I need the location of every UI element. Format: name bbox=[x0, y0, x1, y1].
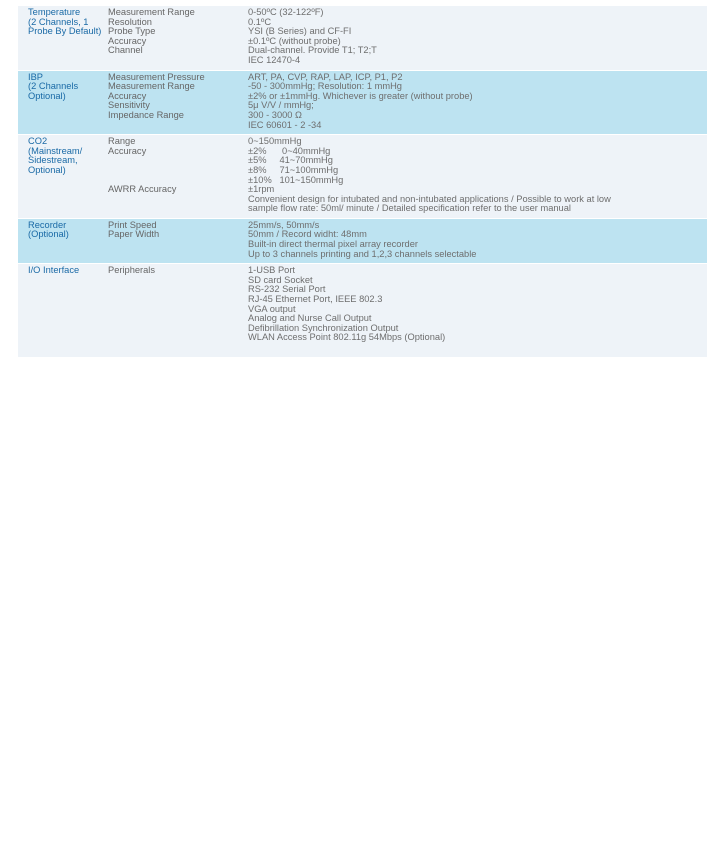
spec-rows bbox=[106, 135, 707, 218]
param-value: 1-USB Port bbox=[248, 265, 296, 276]
param-value: Convenient design for intubated and non-intubated applications / Possible to work at low bbox=[248, 193, 611, 204]
spec-row bbox=[106, 230, 707, 259]
spec-rows bbox=[106, 6, 707, 70]
spec-row bbox=[106, 92, 707, 102]
spec-row bbox=[106, 27, 707, 37]
param-value: RS-232 Serial Port bbox=[248, 284, 326, 295]
param-label: Accuracy bbox=[108, 35, 147, 46]
param-value: WLAN Access Point 802.11g 54Mbps (Optional) bbox=[248, 332, 446, 343]
spec-row bbox=[106, 111, 707, 130]
param-label: Accuracy bbox=[108, 145, 147, 156]
spec-row bbox=[106, 8, 707, 18]
spec-row bbox=[106, 73, 707, 83]
param-value: Built-in direct thermal pixel array recorder bbox=[248, 239, 418, 250]
section-io-interface bbox=[18, 264, 707, 358]
category-label bbox=[18, 71, 106, 135]
param-value: ±2% 0~40mmHg bbox=[248, 145, 331, 156]
spec-row bbox=[106, 137, 707, 147]
spec-row bbox=[106, 147, 707, 185]
param-label: Probe Type bbox=[108, 26, 156, 37]
param-label: Resolution bbox=[108, 16, 152, 27]
category-line: Sidestream, bbox=[28, 155, 78, 166]
category-line: IBP bbox=[28, 71, 43, 82]
category-line: CO2 bbox=[28, 136, 48, 147]
param-label: Accuracy bbox=[108, 90, 147, 101]
param-value: VGA output bbox=[248, 303, 296, 314]
category-line: (2 Channels, 1 bbox=[28, 16, 89, 27]
spec-rows bbox=[106, 219, 707, 263]
spec-row bbox=[106, 37, 707, 47]
spec-row bbox=[106, 185, 707, 214]
param-label: Measurement Pressure bbox=[108, 71, 205, 82]
param-value: ±10% 101~150mmHg bbox=[248, 174, 344, 185]
param-value: Dual-channel. Provide T1; T2;T bbox=[248, 45, 377, 56]
param-label: Impedance Range bbox=[108, 109, 184, 120]
param-value: Defibrillation Synchronization Output bbox=[248, 322, 399, 333]
category-label bbox=[18, 264, 106, 357]
spec-rows bbox=[106, 264, 707, 357]
section-recorder bbox=[18, 219, 707, 264]
param-label: Print Speed bbox=[108, 219, 157, 230]
category-line: Temperature bbox=[28, 7, 81, 17]
param-value: ±1rpm bbox=[248, 184, 275, 195]
category-label bbox=[18, 6, 106, 70]
section-temperature bbox=[18, 6, 707, 71]
param-label: Measurement Range bbox=[108, 81, 195, 92]
param-value: IEC 12470-4 bbox=[248, 54, 301, 65]
param-value: IEC 60601 - 2 -34 bbox=[248, 119, 322, 130]
param-value: SD card Socket bbox=[248, 274, 313, 285]
param-value: Up to 3 channels printing and 1,2,3 channels selectable bbox=[248, 248, 477, 259]
param-label: Channel bbox=[108, 45, 143, 56]
param-value: ±5% 41~70mmHg bbox=[248, 155, 333, 166]
category-line: (Mainstream/ bbox=[28, 145, 83, 156]
category-line: Probe By Default) bbox=[28, 26, 102, 37]
param-label: Measurement Range bbox=[108, 7, 195, 17]
category-label bbox=[18, 135, 106, 218]
category-line: (Optional) bbox=[28, 229, 69, 240]
param-label: Range bbox=[108, 136, 136, 147]
param-value: 25mm/s, 50mm/s bbox=[248, 219, 320, 230]
param-value: sample flow rate: 50ml/ minute / Detailed specification refer to the user manual bbox=[248, 203, 571, 214]
param-label: Sensitivity bbox=[108, 100, 150, 111]
param-value: YSI (B Series) and CF-FI bbox=[248, 26, 352, 37]
param-label: Peripherals bbox=[108, 265, 156, 276]
param-value: 5μ V/V / mmHg; bbox=[248, 100, 314, 111]
spec-table bbox=[18, 6, 707, 358]
category-label bbox=[18, 219, 106, 263]
spec-row bbox=[106, 221, 707, 231]
section-co2 bbox=[18, 135, 707, 219]
category-line: (2 Channels bbox=[28, 81, 79, 92]
param-label: Paper Width bbox=[108, 229, 160, 240]
param-value: 0-50ºC (32-122ºF) bbox=[248, 7, 324, 17]
param-value: ±2% or ±1mmHg. Whichever is greater (without probe) bbox=[248, 90, 473, 101]
param-value: -50 - 300mmHg; Resolution: 1 mmHg bbox=[248, 81, 402, 92]
param-value: 300 - 3000 Ω bbox=[248, 109, 302, 120]
spec-rows bbox=[106, 71, 707, 135]
param-value: ±8% 71~100mmHg bbox=[248, 164, 339, 175]
param-value: 0~150mmHg bbox=[248, 136, 302, 147]
param-value: ±0.1ºC (without probe) bbox=[248, 35, 341, 46]
spec-row bbox=[106, 101, 707, 111]
param-value: RJ-45 Ethernet Port, IEEE 802.3 bbox=[248, 294, 383, 305]
param-label: AWRR Accuracy bbox=[108, 184, 177, 195]
category-line: Recorder bbox=[28, 219, 67, 230]
category-line: I/O Interface bbox=[28, 265, 80, 276]
spec-row bbox=[106, 266, 707, 343]
param-value: ART, PA, CVP, RAP, LAP, ICP, P1, P2 bbox=[248, 71, 403, 82]
param-value: 0.1ºC bbox=[248, 16, 272, 27]
section-ibp bbox=[18, 71, 707, 136]
spec-row bbox=[106, 18, 707, 28]
param-value: Analog and Nurse Call Output bbox=[248, 313, 372, 324]
param-value: 50mm / Record widht: 48mm bbox=[248, 229, 367, 240]
category-line: Optional) bbox=[28, 90, 66, 101]
spec-row bbox=[106, 46, 707, 65]
category-line: Optional) bbox=[28, 164, 66, 175]
